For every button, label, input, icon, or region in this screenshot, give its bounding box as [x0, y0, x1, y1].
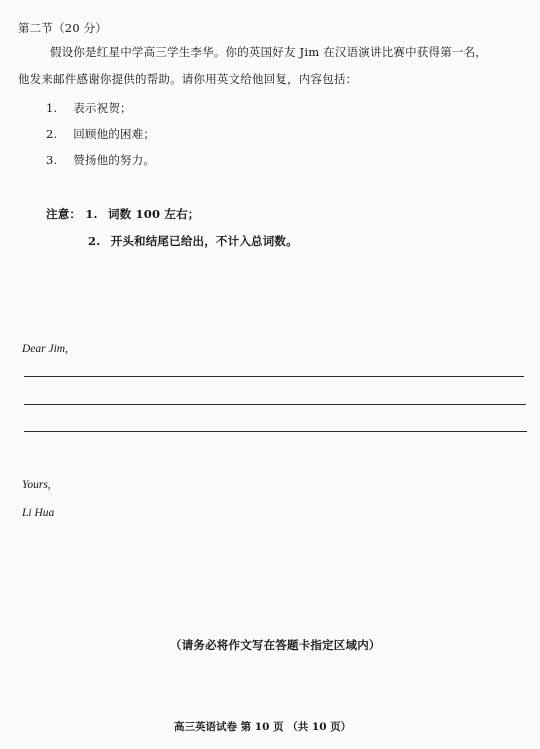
writing-line-2 [24, 404, 526, 405]
note-1-number: 1. [85, 207, 98, 221]
point-2-number: 2. [46, 127, 58, 141]
letter-salutation: Dear Jim, [22, 343, 68, 355]
answer-sheet-instruction: （请务必将作文写在答题卡指定区域内） [170, 638, 381, 652]
note-2-text: 开头和结尾已给出，不计入总词数。 [110, 234, 298, 248]
point-1-number: 1. [46, 101, 58, 115]
note-1-text: 词数 100 左右； [107, 207, 200, 221]
letter-closing: Yours, [22, 479, 51, 491]
point-3-text: 赞扬他的努力。 [73, 153, 156, 167]
notes-label: 注意： [46, 207, 82, 221]
prompt-line-2: 他发来邮件感谢你提供的帮助。请你用英文给他回复，内容包括： [18, 72, 358, 86]
point-1-text: 表示祝贺； [73, 101, 132, 115]
page-footer: 高三英语试卷 第 10 页 （共 10 页） [174, 721, 352, 733]
note-2-number: 2. [88, 234, 101, 248]
point-1 [46, 100, 132, 116]
point-2 [46, 126, 155, 142]
point-3-number: 3. [46, 153, 58, 167]
writing-line-3 [24, 431, 527, 432]
letter-signature: Li Hua [22, 507, 55, 519]
section-header: 第二节（20 分） [18, 21, 108, 35]
point-3 [46, 152, 155, 168]
prompt-line-1: 假设你是红星中学高三学生李华。你的英国好友 Jim 在汉语演讲比赛中获得第一名， [50, 45, 487, 59]
notes-first [46, 206, 199, 222]
notes-second [88, 233, 298, 249]
writing-line-1 [24, 376, 524, 377]
point-2-text: 回顾他的困难； [73, 127, 156, 141]
